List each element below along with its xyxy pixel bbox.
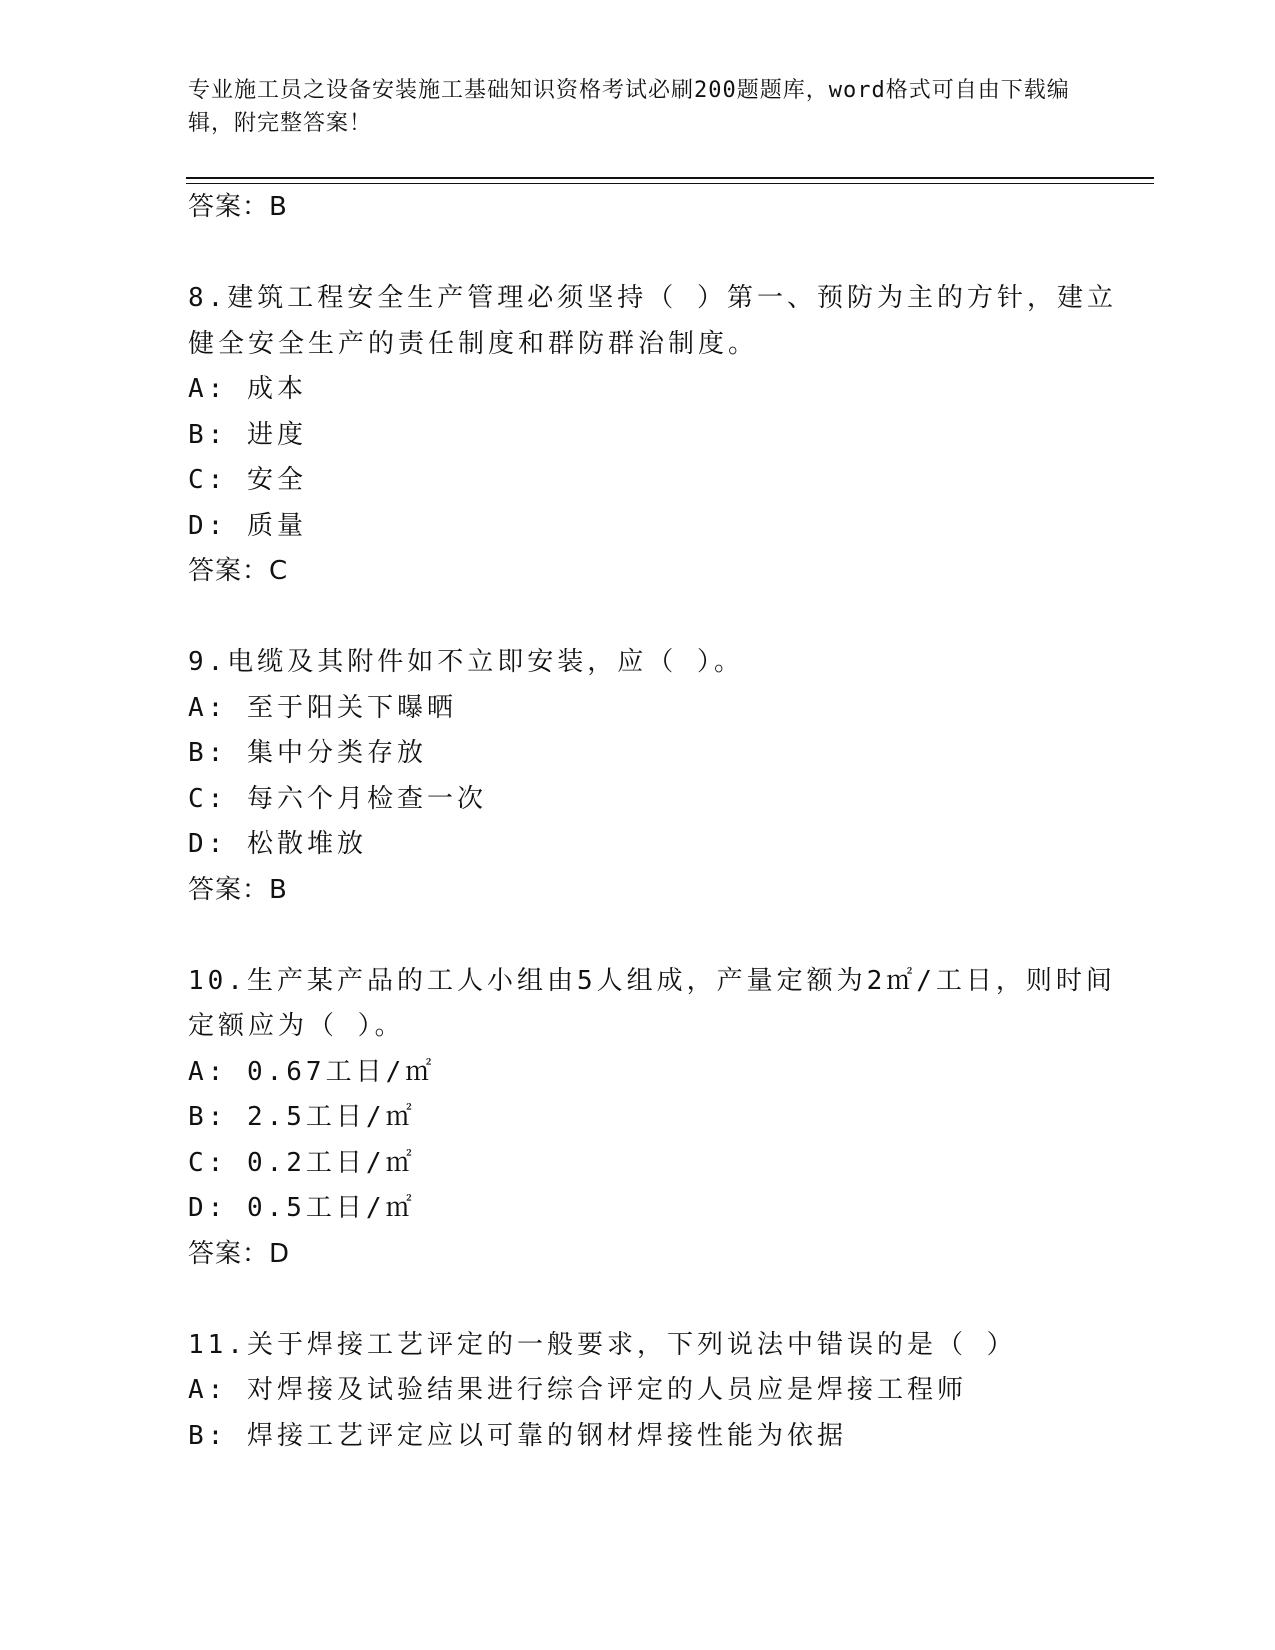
option-a: A: 至于阳关下曝晒 bbox=[188, 692, 457, 723]
question-block bbox=[188, 1323, 1118, 1460]
question-block bbox=[188, 959, 1118, 1278]
option-d: D: 松散堆放 bbox=[188, 829, 367, 859]
question-list bbox=[188, 185, 1118, 1459]
answer-line: 答案：D bbox=[188, 1238, 291, 1269]
option-b: B: 集中分类存放 bbox=[188, 738, 427, 768]
answer-line: 答案：B bbox=[188, 874, 288, 905]
option-a: A: 对焊接及试验结果进行综合评定的人员应是焊接工程师 bbox=[188, 1375, 967, 1405]
option-b: B: 2.5工日/㎡ bbox=[188, 1102, 416, 1132]
option-d: D: 质量 bbox=[188, 510, 307, 541]
option-c: C: 安全 bbox=[188, 465, 307, 495]
option-b: B: 焊接工艺评定应以可靠的钢材焊接性能为依据 bbox=[188, 1420, 847, 1451]
header-rule-thick bbox=[186, 177, 1154, 179]
question-stem: 9.电缆及其附件如不立即安装，应（ ）。 bbox=[188, 647, 744, 677]
page-header: 专业施工员之设备安装施工基础知识资格考试必刷200题题库，word格式可自由下载编辑，附完整答案！ bbox=[188, 78, 1070, 136]
question-stem: 8.建筑工程安全生产管理必须坚持（ ）第一、预防为主的方针，建立健全安全生产的责任制度和群防群治制度。 bbox=[188, 283, 1117, 359]
answer-line: 答案：C bbox=[188, 556, 289, 586]
option-c: C: 每六个月检查一次 bbox=[188, 783, 487, 814]
question-block bbox=[188, 276, 1118, 595]
option-a: A: 0.67工日/㎡ bbox=[188, 1056, 436, 1087]
question-stem: 11.关于焊接工艺评定的一般要求，下列说法中错误的是（ ） bbox=[188, 1329, 1017, 1360]
option-b: B: 进度 bbox=[188, 419, 307, 450]
question-stem: 10.生产某产品的工人小组由5人组成，产量定额为2㎡/工日，则时间定额应为（ ）。 bbox=[188, 965, 1116, 1041]
answer-line: 答案：B bbox=[188, 192, 288, 222]
question-block bbox=[188, 640, 1118, 913]
option-d: D: 0.5工日/㎡ bbox=[188, 1193, 416, 1223]
option-a: A: 成本 bbox=[188, 374, 307, 404]
option-c: C: 0.2工日/㎡ bbox=[188, 1147, 416, 1178]
header-rule-thin bbox=[186, 183, 1154, 184]
